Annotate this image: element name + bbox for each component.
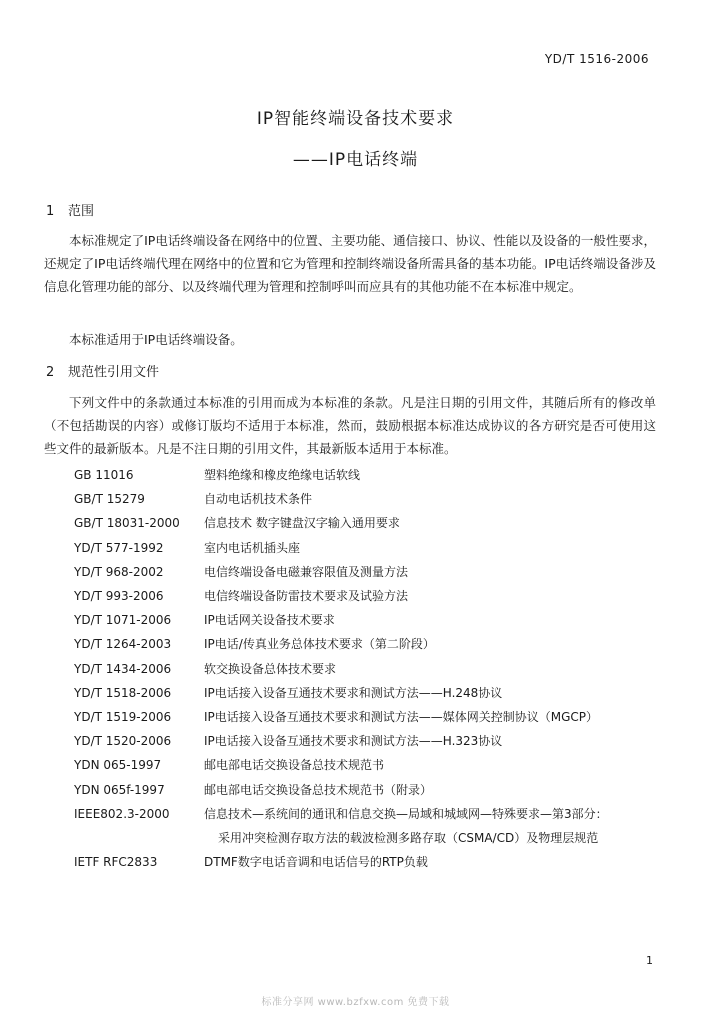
reference-code: IETF RFC2833 (74, 855, 158, 870)
scope-applicability-paragraph: 本标准适用于IP电话终端设备。 (69, 332, 243, 347)
section-1-heading (46, 200, 94, 219)
reference-title: 自动电话机技术条件 (204, 492, 313, 507)
reference-item (74, 539, 300, 563)
reference-code: YD/T 1518-2006 (74, 685, 172, 700)
reference-item (74, 587, 408, 611)
reference-item (74, 514, 400, 538)
reference-item (74, 756, 384, 780)
reference-title-continuation: 采用冲突检测存取方法的载波检测多路存取（CSMA/CD）及物理层规范 (218, 831, 599, 845)
reference-title: IP电话接入设备互通技术要求和测试方法——媒体网关控制协议（MGCP） (204, 710, 599, 724)
section-title: 范围 (68, 204, 95, 219)
reference-code: YD/T 577-1992 (74, 540, 164, 555)
reference-code: YD/T 968-2002 (74, 564, 164, 579)
reference-code: GB/T 18031-2000 (74, 516, 180, 531)
reference-item (74, 635, 435, 659)
reference-item (74, 853, 428, 877)
reference-title: 软交换设备总体技术要求 (204, 661, 337, 676)
reference-code: YD/T 1519-2006 (74, 710, 172, 724)
reference-item (74, 563, 408, 587)
reference-title: IP电话接入设备互通技术要求和测试方法——H.248协议 (204, 685, 503, 700)
reference-code: YDN 065f-1997 (74, 782, 165, 797)
reference-title: 电信终端设备防雷技术要求及试验方法 (204, 589, 409, 603)
reference-item (74, 708, 598, 732)
reference-title: 塑料绝缘和橡皮绝缘电话软线 (204, 468, 361, 482)
reference-code: YDN 065-1997 (74, 758, 162, 773)
reference-code: IEEE802.3-2000 (74, 806, 170, 821)
reference-code: GB/T 15279 (74, 492, 145, 507)
scope-paragraph: 本标准规定了IP电话终端设备在网络中的位置、主要功能、通信接口、协议、性能以及设备的一般性要求，还规定了IP电话终端代理在网络中的位置和它为管理和控制终端设备所需具备的基本功能。IP电话终端设备涉及信息化管理功能的部分、以及终端代理为管理和控制呼叫而应具有的其他功能不在本标准中规定。 (44, 233, 656, 294)
reference-code: YD/T 1264-2003 (74, 637, 172, 652)
section-number: 2 (46, 365, 55, 380)
reference-title: IP电话/传真业务总体技术要求（第二阶段） (204, 637, 435, 652)
document-code: YD/T 1516-2006 (544, 52, 649, 66)
reference-title: 信息技术 数字键盘汉字输入通用要求 (204, 516, 400, 531)
reference-title: 邮电部电话交换设备总技术规范书（附录） (204, 782, 433, 797)
document-title: IP智能终端设备技术要求 (256, 109, 455, 129)
reference-item (74, 684, 502, 708)
section-number: 1 (46, 204, 55, 219)
reference-item (74, 732, 502, 756)
page-number: 1 (646, 954, 653, 967)
section-title: 规范性引用文件 (68, 365, 160, 380)
reference-item (74, 781, 432, 805)
reference-code: YD/T 993-2006 (74, 589, 164, 603)
watermark: 标准分享网 www.bzfxw.com 免费下载 (261, 997, 450, 1008)
reference-code: YD/T 1520-2006 (74, 734, 172, 749)
reference-title: IP电话网关设备技术要求 (204, 613, 335, 628)
reference-title: 电信终端设备电磁兼容限值及测量方法 (204, 564, 409, 579)
normative-references-paragraph: 下列文件中的条款通过本标准的引用而成为本标准的条款。凡是注日期的引用文件，其随后所有的修改单（不包括勘误的内容）或修订版均不适用于本标准，然而，鼓励根据本标准达成协议的各方研究是否可使用这些文件的最新版本。凡是不注日期的引用文件，其最新版本适用于本标准。 (44, 395, 656, 456)
reference-title: 信息技术—系统间的通讯和信息交换—局域和城域网—特殊要求—第3部分： (204, 806, 608, 821)
reference-item (74, 466, 360, 490)
reference-title: 邮电部电话交换设备总技术规范书 (204, 758, 385, 773)
reference-code: YD/T 1071-2006 (74, 613, 172, 628)
reference-item (74, 805, 608, 829)
document-subtitle: ——IP电话终端 (292, 150, 419, 170)
section-2-heading (46, 361, 159, 380)
reference-title: IP电话接入设备互通技术要求和测试方法——H.323协议 (204, 734, 503, 749)
reference-code: GB 11016 (74, 468, 134, 482)
reference-title: DTMF数字电话音调和电话信号的RTP负载 (204, 855, 428, 870)
reference-item (74, 611, 335, 635)
reference-item (74, 490, 312, 514)
reference-code: YD/T 1434-2006 (74, 661, 172, 676)
reference-title: 室内电话机插头座 (204, 540, 301, 555)
reference-item (74, 660, 336, 684)
